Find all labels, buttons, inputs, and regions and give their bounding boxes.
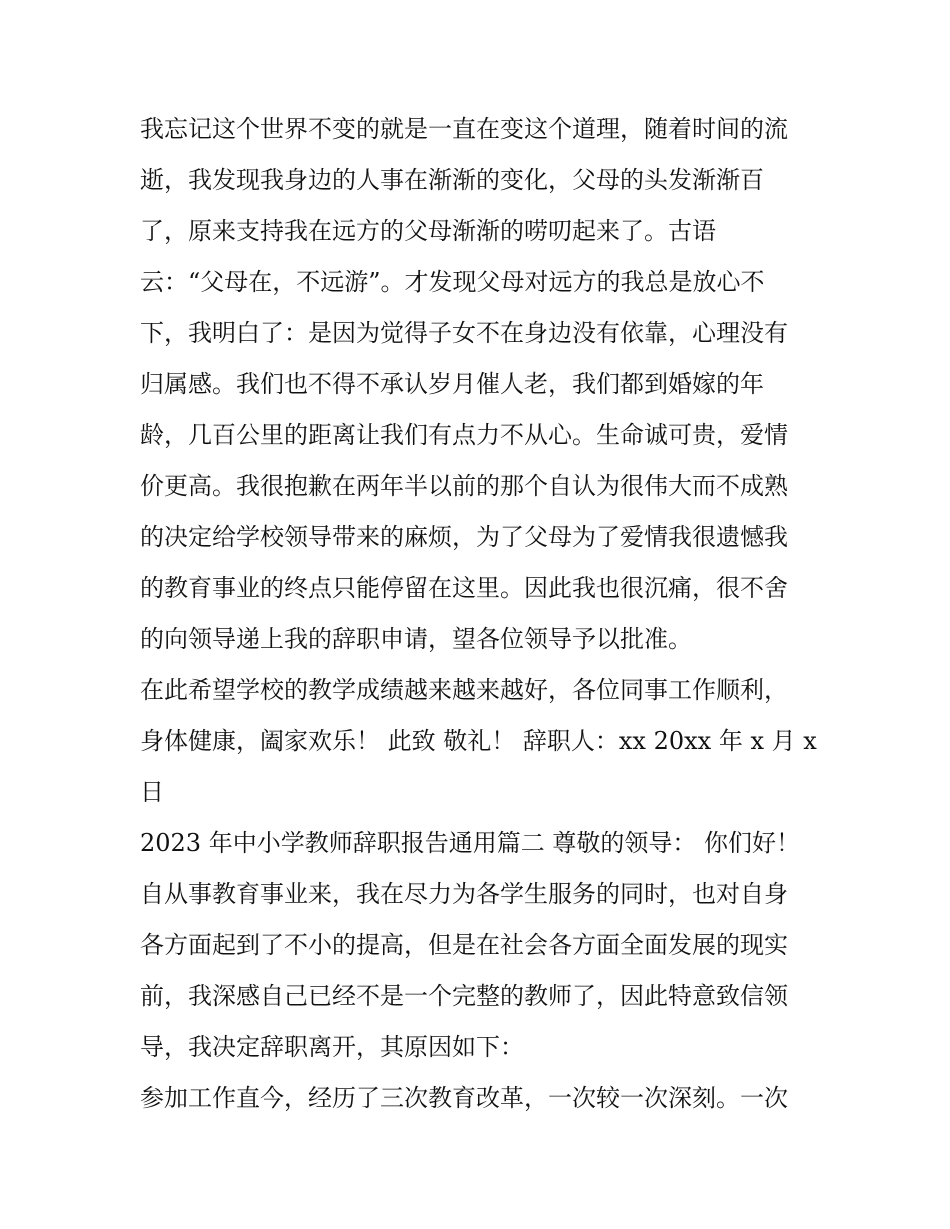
text-line: 龄，几百公里的距离让我们有点力不从心。生命诚可贵，爱情	[140, 421, 788, 449]
section-heading-line: 2023 年中小学教师辞职报告通用篇二 尊敬的领导： 你们好！	[140, 829, 800, 857]
text-line: 日	[140, 778, 164, 806]
text-line: 逝，我发现我身边的人事在渐渐的变化，父母的头发渐渐百	[140, 166, 764, 194]
text-line: 身体健康，阖家欢乐！ 此致 敬礼！ 辞职人：xx 20xx 年 x 月 x	[140, 727, 817, 755]
text-line: 归属感。我们也不得不承认岁月催人老，我们都到婚嫁的年	[140, 370, 764, 398]
text-line: 的教育事业的终点只能停留在这里。因此我也很沉痛，很不舍	[140, 574, 788, 602]
text-line: 了，原来支持我在远方的父母渐渐的唠叨起来了。古语	[140, 217, 716, 245]
text-line: 我忘记这个世界不变的就是一直在变这个道理，随着时间的流	[140, 115, 788, 143]
text-line: 导，我决定辞职离开，其原因如下：	[140, 1033, 524, 1061]
text-line: 在此希望学校的教学成绩越来越来越好，各位同事工作顺利，	[140, 676, 788, 704]
text-line: 各方面起到了不小的提高，但是在社会各方面全面发展的现实	[140, 931, 788, 959]
text-line: 价更高。我很抱歉在两年半以前的那个自认为很伟大而不成熟	[140, 472, 788, 500]
text-line: 的向领导递上我的辞职申请，望各位领导予以批准。	[140, 625, 692, 653]
document-body	[140, 104, 820, 1124]
text-line: 自从事教育事业来，我在尽力为各学生服务的同时，也对自身	[140, 880, 788, 908]
text-line: 的决定给学校领导带来的麻烦，为了父母为了爱情我很遗憾我	[140, 523, 788, 551]
text-line: 下，我明白了：是因为觉得子女不在身边没有依靠，心理没有	[140, 319, 788, 347]
text-line: 云：“父母在，不远游”。才发现父母对远方的我总是放心不	[140, 268, 765, 296]
text-line: 参加工作直今，经历了三次教育改革，一次较一次深刻。一次	[140, 1084, 788, 1112]
text-line: 前，我深感自己已经不是一个完整的教师了，因此特意致信领	[140, 982, 788, 1010]
